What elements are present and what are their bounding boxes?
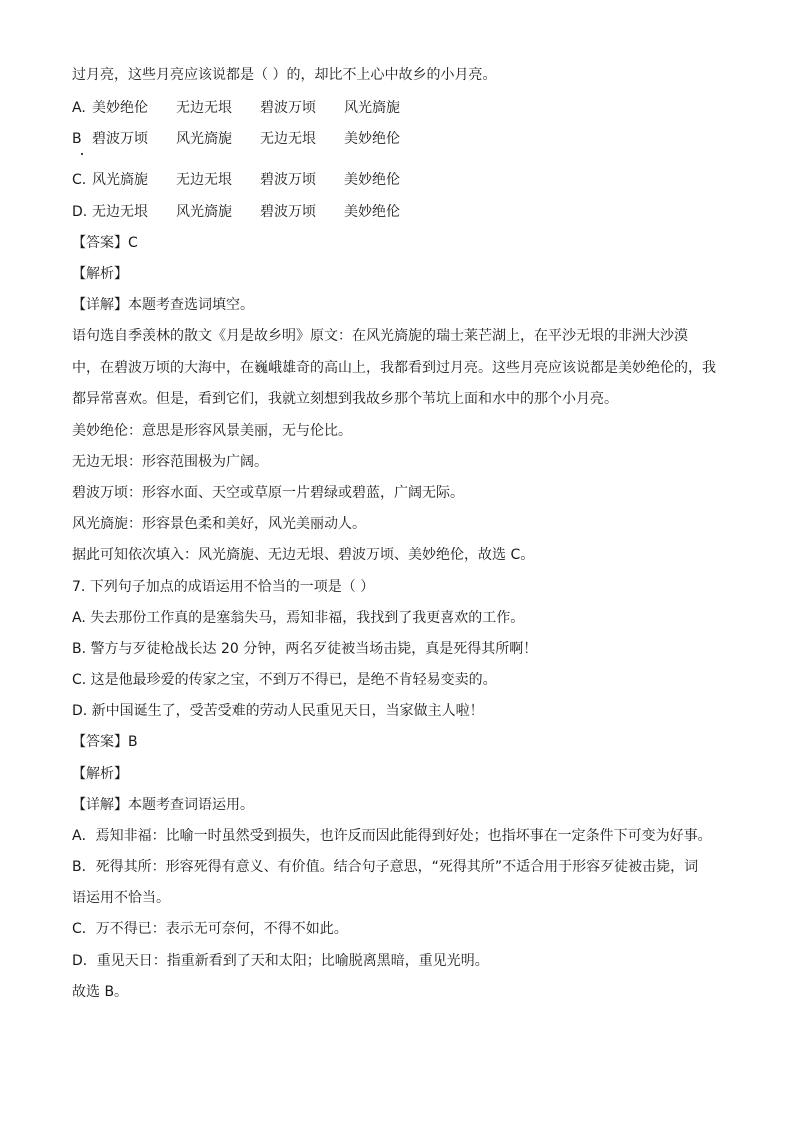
q6-option-a bbox=[72, 98, 428, 118]
q6-paragraph-line-3: 都异常喜欢。但是，看到它们，我就立刻想到我故乡那个苇坑上面和水中的那个小月亮。 bbox=[72, 391, 618, 407]
q7-explanation-c: C．万不得已：表示无可奈何，不得不如此。 bbox=[72, 921, 348, 937]
option-item: 风光旖旎 bbox=[344, 100, 400, 116]
option-item: 无边无垠 bbox=[92, 204, 148, 220]
q6-definition-1: 美妙绝伦：意思是形容风景美丽，无与伦比。 bbox=[72, 423, 352, 439]
q7-explanation-b-line-2: 语运用不恰当。 bbox=[72, 890, 170, 906]
option-item: 美妙绝伦 bbox=[92, 100, 148, 116]
option-item: 碧波万顷 bbox=[260, 172, 316, 188]
q6-definition-4: 风光旖旎：形容景色柔和美好，风光美丽动人。 bbox=[72, 516, 366, 532]
q7-explanation-b-line-1: B．死得其所：形容死得有意义、有价值。结合句子意思，“死得其所”不适合用于形容歹徒被击毙，词 bbox=[72, 859, 699, 875]
q6-option-d bbox=[72, 202, 428, 222]
q7-option-d: D. 新中国诞生了，受苦受难的劳动人民重见天日，当家做主人啦！ bbox=[72, 703, 484, 719]
option-item: 碧波万顷 bbox=[260, 204, 316, 220]
q7-answer: 【答案】B bbox=[72, 734, 138, 750]
q6-paragraph-line-2: 中，在碧波万顷的大海中，在巍峨雄奇的高山上，我都看到过月亮。这些月亮应该说都是美妙绝伦的，我 bbox=[72, 360, 716, 376]
q7-analysis-heading: 【解析】 bbox=[72, 766, 128, 782]
q7-detail-heading: 【详解】本题考查词语运用。 bbox=[72, 797, 254, 813]
option-item: 碧波万顷 bbox=[260, 100, 316, 116]
q6-answer: 【答案】C bbox=[72, 235, 138, 251]
q6-option-c bbox=[72, 170, 428, 190]
option-item: 美妙绝伦 bbox=[344, 172, 400, 188]
q6-paragraph-line-1: 语句选自季羡林的散文《月是故乡明》原文：在风光旖旎的瑞士莱芒湖上，在平沙无垠的非洲大沙漠 bbox=[72, 328, 688, 344]
q7-question: 7. 下列句子加点的成语运用不恰当的一项是（ ） bbox=[72, 579, 375, 595]
option-item: 无边无垠 bbox=[176, 172, 232, 188]
q6-analysis-heading: 【解析】 bbox=[72, 266, 128, 282]
q6-detail-heading: 【详解】本题考查选词填空。 bbox=[72, 297, 254, 313]
q6-intro-text: 过月亮，这些月亮应该说都是（ ）的，却比不上心中故乡的小月亮。 bbox=[72, 67, 497, 83]
q7-explanation-a: A．焉知非福：比喻一时虽然受到损失，也许反而因此能得到好处；也指坏事在一定条件下可变为好事。 bbox=[72, 828, 712, 844]
option-item: 无边无垠 bbox=[176, 100, 232, 116]
option-label: D. bbox=[72, 204, 88, 220]
q6-definition-2: 无边无垠：形容范围极为广阔。 bbox=[72, 454, 268, 470]
q6-conclusion: 据此可知依次填入：风光旖旎、无边无垠、碧波万顷、美妙绝伦，故选 C。 bbox=[72, 547, 535, 563]
option-label: C. bbox=[72, 172, 87, 188]
q7-option-c: C. 这是他最珍爱的传家之宝，不到万不得已，是绝不肯轻易变卖的。 bbox=[72, 672, 497, 688]
option-label: B bbox=[72, 131, 82, 147]
option-item: 风光旖旎 bbox=[176, 204, 232, 220]
option-item: 碧波万顷 bbox=[92, 131, 148, 147]
q6-option-b bbox=[72, 129, 428, 149]
q7-option-a: A. 失去那份工作真的是塞翁失马，焉知非福，我找到了我更喜欢的工作。 bbox=[72, 610, 525, 626]
q6-definition-3: 碧波万顷：形容水面、天空或草原一片碧绿或碧蓝，广阔无际。 bbox=[72, 485, 464, 501]
stray-dot-mark bbox=[81, 153, 83, 155]
option-item: 美妙绝伦 bbox=[344, 204, 400, 220]
option-item: 风光旖旎 bbox=[176, 131, 232, 147]
option-item: 美妙绝伦 bbox=[344, 131, 400, 147]
q7-option-b: B. 警方与歹徒枪战长达 20 分钟，两名歹徒被当场击毙，真是死得其所啊！ bbox=[72, 641, 538, 657]
q7-conclusion: 故选 B。 bbox=[72, 984, 129, 1000]
option-item: 无边无垠 bbox=[260, 131, 316, 147]
option-label: A. bbox=[72, 100, 86, 116]
q7-explanation-d: D．重见天日：指重新看到了天和太阳；比喻脱离黑暗，重见光明。 bbox=[72, 953, 489, 969]
option-item: 风光旖旎 bbox=[92, 172, 148, 188]
